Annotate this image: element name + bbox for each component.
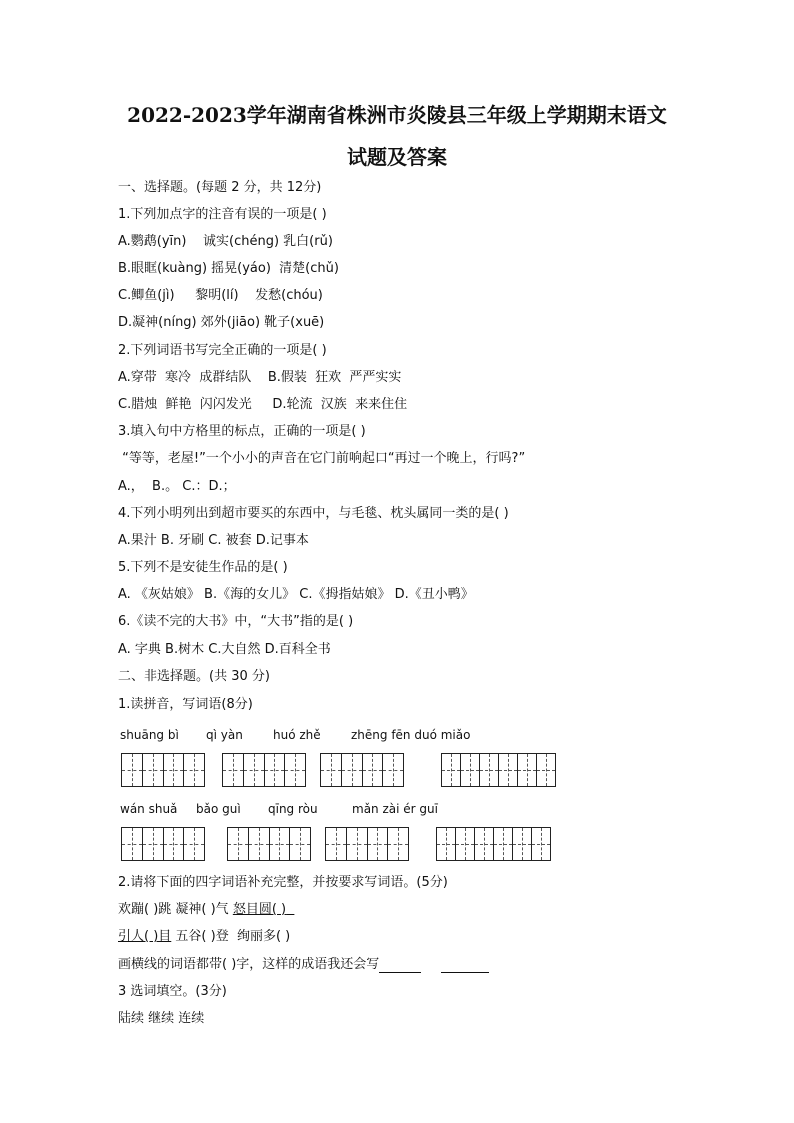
fill-in-text: 五谷( )登 绚丽多( ) — [171, 929, 291, 944]
question-text: 2.下列词语书写完全正确的一项是( ) — [118, 343, 327, 358]
option-text: A.， B.。 C.：D.； — [118, 479, 236, 494]
option-text: A.果汁 B. 牙刷 C. 被套 D.记事本 — [118, 533, 309, 548]
writing-grid[interactable] — [325, 827, 409, 861]
pinyin-label: wán shuǎ — [120, 802, 178, 816]
question-text: 6.《读不完的大书》中，“大书”指的是( ) — [118, 614, 354, 629]
option-text: D.凝神(níng) 郊外(jiāo) 靴子(xuē) — [118, 315, 325, 330]
option-text: C.腊烛 鲜艳 闪闪发光 D.轮流 汉族 来来住住 — [118, 397, 408, 412]
writing-grid[interactable] — [441, 753, 556, 787]
question-text: 1.下列加点字的注音有误的一项是( ) — [118, 207, 327, 222]
section-heading: 二、非选择题。(共 30 分) — [118, 669, 270, 684]
option-text: A.鹦鹉(yīn) 诚实(chéng) 乳白(rǔ) — [118, 234, 333, 249]
quote-text: “等等，老屋!”一个小小的声音在它门前响起口“再过一个晚上，行吗?” — [118, 451, 526, 466]
question-text: 3 选词填空。(3分) — [118, 984, 227, 999]
answer-blank[interactable] — [379, 958, 421, 973]
option-text: A. 《灰姑娘》 B.《海的女儿》 C.《拇指姑娘》 D.《丑小鸭》 — [118, 587, 474, 602]
writing-grid[interactable] — [320, 753, 404, 787]
fill-in-row — [118, 957, 489, 973]
question-text: 2.请将下面的四字词语补充完整，并按要求写词语。(5分) — [118, 875, 448, 890]
underlined-idiom: 引人( )目 — [118, 929, 172, 944]
pinyin-label: zhēng fēn duó miǎo — [351, 728, 471, 742]
writing-grid[interactable] — [121, 753, 205, 787]
pinyin-label: bǎo guì — [196, 802, 241, 816]
fill-in-text: 欢蹦( )跳 凝神( )气 — [118, 902, 233, 917]
fill-in-row — [118, 929, 290, 945]
option-text: C.鲫鱼(jì) 黎明(lí) 发愁(chóu) — [118, 288, 323, 303]
option-text: A. 字典 B.树木 C.大自然 D.百科全书 — [118, 642, 331, 657]
page-subtitle: 试题及答案 — [347, 145, 447, 169]
option-text: B.眼眶(kuàng) 摇晃(yáo) 清楚(chǔ) — [118, 261, 339, 276]
pinyin-label: mǎn zài ér guī — [352, 802, 438, 816]
question-text: 4.下列小明列出到超市要买的东西中，与毛毯、枕头属同一类的是( ) — [118, 506, 509, 521]
underlined-idiom: 怒目圆( ) — [232, 902, 287, 917]
writing-grid[interactable] — [222, 753, 306, 787]
pinyin-label: shuāng bì — [120, 728, 179, 742]
writing-grid[interactable] — [121, 827, 205, 861]
question-text: 3.填入句中方格里的标点，正确的一项是( ) — [118, 424, 366, 439]
pinyin-label: qīng ròu — [268, 802, 318, 816]
answer-blank[interactable] — [441, 958, 489, 973]
fill-in-text: 画横线的词语都带( )字，这样的成语我还会写 — [118, 957, 380, 972]
question-text: 1.读拼音，写词语(8分) — [118, 697, 253, 712]
section-heading: 一、选择题。(每题 2 分，共 12分) — [118, 180, 322, 195]
page-title: 2022-2023学年湖南省株洲市炎陵县三年级上学期期末语文 — [127, 103, 667, 127]
pinyin-label: qì yàn — [206, 728, 243, 742]
fill-in-row — [118, 902, 294, 918]
pinyin-label: huó zhě — [273, 728, 321, 742]
option-text: A.穿带 寒冷 成群结队 B.假装 狂欢 严严实实 — [118, 370, 402, 385]
writing-grid[interactable] — [436, 827, 551, 861]
question-text: 5.下列不是安徒生作品的是( ) — [118, 560, 288, 575]
writing-grid[interactable] — [227, 827, 311, 861]
word-choices: 陆续 继续 连续 — [118, 1011, 205, 1026]
